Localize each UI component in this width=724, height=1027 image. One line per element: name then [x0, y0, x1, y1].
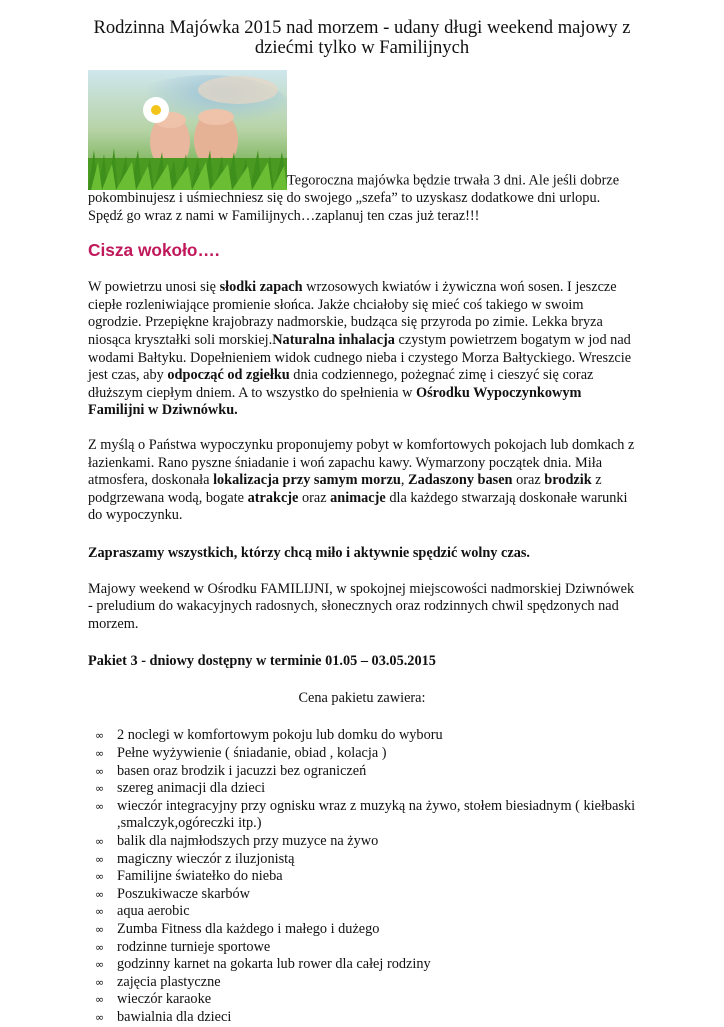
list-item-text: zajęcia plastyczne — [117, 973, 221, 990]
infinity-bullet-icon: ∞ — [95, 993, 105, 1007]
list-item — [88, 974, 636, 992]
infinity-bullet-icon: ∞ — [95, 764, 105, 778]
document-page — [88, 18, 636, 1027]
infinity-bullet-icon: ∞ — [95, 852, 105, 866]
page-title: Rodzinna Majówka 2015 nad morzem - udany długi weekend majowy z dziećmi tylko w Familijnych — [93, 17, 631, 58]
paragraph-atmosphere: W powietrzu unosi się słodki zapach wrzosowych kwiatów i żywiczna woń sosen. I jeszcze ciepłe rozleniwiające promienie słońca. Jakże chciałoby się mieć coś takiego w swoim ogrodzie. Przepiękne krajobrazy nadmorskie, budząca się przyroda po zimie. Lekka bryza niosąca kryształki soli morskiej.Naturalna inhalacja czystym powietrzem bogatym w jod nad wodami Bałtyku. Dopełnieniem widok cudnego nieba i czystego Morza Bałtyckiego. Wreszcie jest czas, aby odpocząć od zgiełku dnia codziennego, pożegnać zimę i cieszyć się coraz dłuższym ciepłym dniem. A to wszystko do spełnienia w Ośrodku Wypoczynkowym Familijni w Dziwnówku. — [88, 279, 632, 419]
price-heading: Cena pakietu zawiera: — [298, 689, 426, 706]
list-item — [88, 780, 636, 798]
infinity-bullet-icon: ∞ — [95, 940, 105, 954]
list-item — [88, 763, 636, 781]
list-item — [88, 886, 636, 904]
infinity-bullet-icon: ∞ — [95, 870, 105, 884]
list-item-text: bawialnia dla dzieci — [117, 1008, 232, 1025]
list-item-text: Zumba Fitness dla każdego i małego i dużego — [117, 921, 380, 937]
section-heading: Cisza wokoło…. — [88, 240, 220, 261]
package-heading: Pakiet 3 - dniowy dostępny w terminie 01.05 – 03.05.2015 — [88, 653, 436, 670]
intro-block — [88, 70, 636, 225]
paragraph-offer: Z myślą o Państwa wypoczynku proponujemy pobyt w komfortowych pokojach lub domkach z łazienkami. Rano pyszne śniadanie i woń zapachu kawy. Wymarzony początek dnia. Miła atmosfera, doskonała lokalizacja przy samym morzu, Zadaszony basen oraz brodzik z podgrzewana wodą, bogate atrakcje oraz animacje dla każdego stwarzają doskonałe warunki do wypoczynku. — [88, 436, 635, 524]
list-item-text: balik dla najmłodszych przy muzyce na żywo — [117, 833, 379, 850]
list-item — [88, 921, 636, 939]
infinity-bullet-icon: ∞ — [95, 923, 105, 936]
infinity-bullet-icon: ∞ — [95, 887, 105, 901]
list-item — [88, 851, 636, 869]
paragraph-weekend: Majowy weekend w Ośrodku FAMILIJNI, w spokojnej miejscowości nadmorskiej Dziwnówek - preludium do wakacyjnych radosnych, słonecznych oraz rodzinnych chwil spędzonych nad morzem. — [88, 580, 635, 632]
list-item — [88, 991, 636, 1009]
infinity-bullet-icon: ∞ — [95, 835, 105, 849]
invitation-text: Zapraszamy wszystkich, którzy chcą miło i aktywnie spędzić wolny czas. — [88, 544, 530, 561]
list-item-text: magiczny wieczór z iluzjonistą — [117, 850, 295, 867]
infinity-bullet-icon: ∞ — [95, 975, 105, 989]
list-item — [88, 833, 636, 851]
infinity-bullet-icon: ∞ — [95, 747, 105, 761]
list-item-text: Poszukiwacze skarbów — [117, 885, 251, 902]
infinity-bullet-icon: ∞ — [95, 729, 105, 743]
list-item-text: szereg animacji dla dzieci — [117, 780, 266, 797]
includes-list — [88, 727, 636, 1026]
list-item-text: wieczór karaoke — [117, 991, 212, 1008]
list-item — [88, 798, 636, 833]
family-picnic-photo-icon — [88, 70, 287, 190]
list-item-text: Pełne wyżywienie ( śniadanie, obiad , kolacja ) — [117, 745, 387, 762]
list-item-text: aqua aerobic — [117, 903, 190, 920]
infinity-bullet-icon: ∞ — [95, 958, 105, 972]
infinity-bullet-icon: ∞ — [95, 799, 105, 813]
list-item-text: Familijne światełko do nieba — [117, 868, 283, 885]
list-item — [88, 956, 636, 974]
intro-text: Tegoroczna majówka będzie trwała 3 dni. Ale jeśli dobrze pokombinujesz i uśmiechniesz się do swojego „szefa” to uzyskasz dodatkowe dni urlopu. Spędź go wraz z nami w Familijnych…zaplanuj ten czas już teraz!!! — [88, 172, 620, 224]
list-item — [88, 868, 636, 886]
list-item — [88, 903, 636, 921]
infinity-bullet-icon: ∞ — [95, 782, 105, 796]
list-item-text: basen oraz brodzik i jacuzzi bez ograniczeń — [117, 762, 367, 779]
list-item-text: wieczór integracyjny przy ognisku wraz z muzyką na żywo, stołem biesiadnym ( kiełbaski ,smalczyk,ogóreczki itp.) — [117, 797, 636, 832]
infinity-bullet-icon: ∞ — [95, 905, 105, 919]
infinity-bullet-icon: ∞ — [95, 1010, 105, 1024]
list-item — [88, 745, 636, 763]
list-item-text: rodzinne turnieje sportowe — [117, 938, 271, 955]
list-item — [88, 727, 636, 745]
list-item-text: godzinny karnet na gokarta lub rower dla całej rodziny — [117, 956, 431, 973]
list-item — [88, 939, 636, 957]
list-item-text: 2 noclegi w komfortowym pokoju lub domku do wyboru — [117, 727, 443, 744]
